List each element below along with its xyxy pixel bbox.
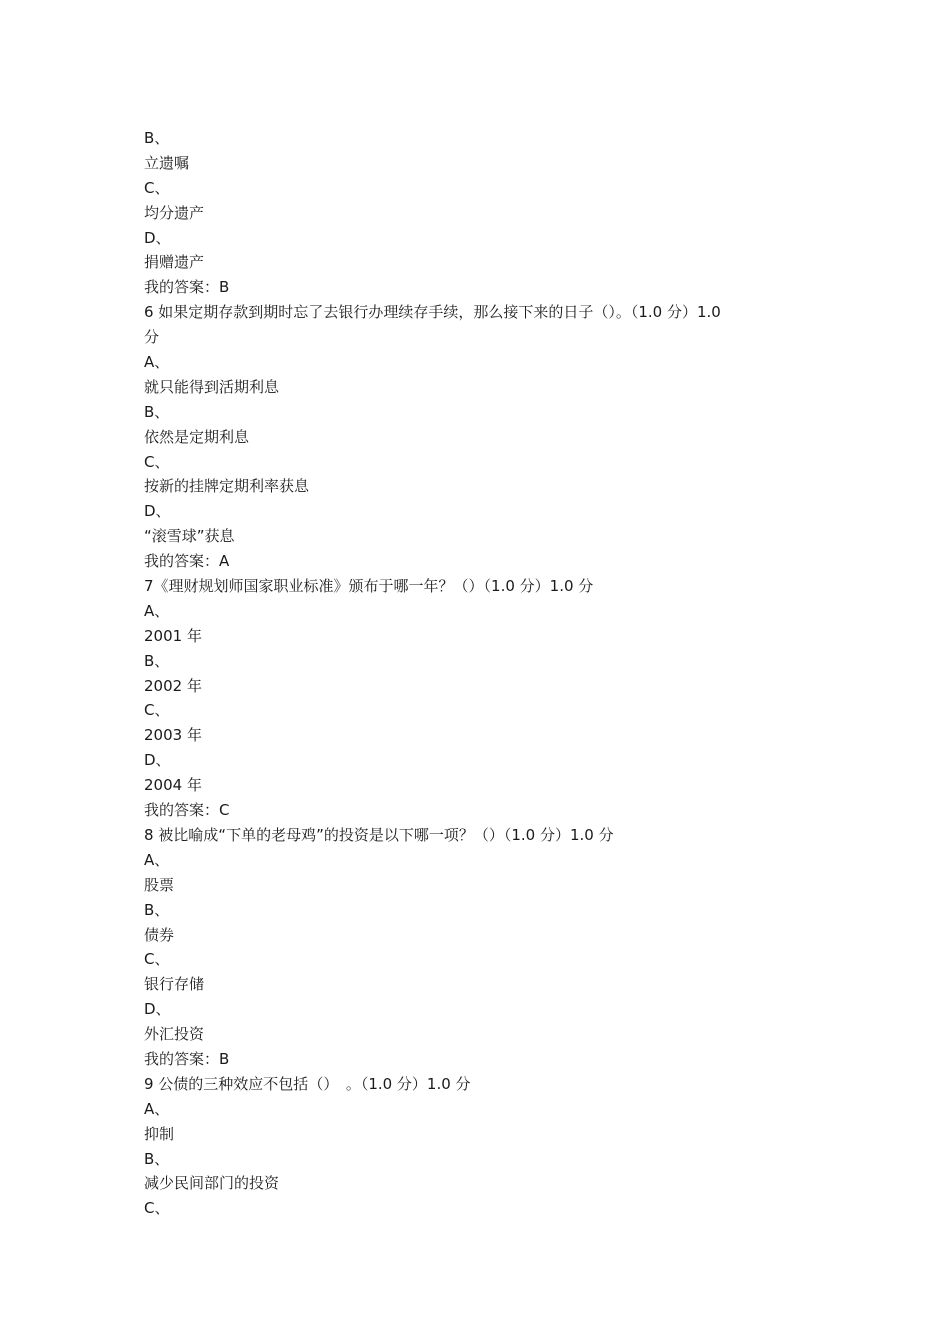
option-b-text: 依然是定期利息 <box>144 427 250 446</box>
option-c-text: 均分遗产 <box>144 203 205 222</box>
question-6-title-cont: 分 <box>144 328 160 347</box>
option-a-letter: A、 <box>144 601 170 620</box>
option-d-letter: D、 <box>144 228 171 247</box>
option-a-text: 就只能得到活期利息 <box>144 377 280 396</box>
question-6-title: 6 如果定期存款到期时忘了去银行办理续存手续，那么接下来的日子（）。（1.0 分）1.0 <box>144 303 721 322</box>
option-b-letter: B、 <box>144 129 170 147</box>
question-8-title: 8 被比喻成“下单的老母鸡”的投资是以下哪一项？（）（1.0 分）1.0 分 <box>144 825 614 844</box>
option-b-text: 2002 年 <box>144 676 202 695</box>
option-b-letter: B、 <box>144 900 170 919</box>
option-a-letter: A、 <box>144 850 170 869</box>
option-b-text: 减少民间部门的投资 <box>144 1174 280 1193</box>
option-b-letter: B、 <box>144 402 170 421</box>
option-b-text: 债券 <box>144 925 175 944</box>
option-c-letter: C、 <box>144 452 170 471</box>
option-c-letter: C、 <box>144 950 170 969</box>
option-c-letter: C、 <box>144 701 170 720</box>
question-7-title: 7《理财规划师国家职业标准》颁布于哪一年？（）（1.0 分）1.0 分 <box>144 577 594 596</box>
question-9-title: 9 公债的三种效应不包括（） 。（1.0 分）1.0 分 <box>144 1074 471 1093</box>
option-a-letter: A、 <box>144 353 170 372</box>
my-answer: 我的答案：B <box>144 1049 230 1068</box>
my-answer: 我的答案：B <box>144 278 230 297</box>
option-b-text: 立遗嘱 <box>144 153 190 172</box>
option-c-text: 银行存储 <box>144 975 205 994</box>
option-d-letter: D、 <box>144 502 171 521</box>
option-a-text: 抑制 <box>144 1124 175 1143</box>
option-a-letter: A、 <box>144 1099 170 1118</box>
option-d-letter: D、 <box>144 1000 171 1019</box>
my-answer: 我的答案：A <box>144 552 230 571</box>
option-b-letter: B、 <box>144 651 170 670</box>
option-a-text: 2001 年 <box>144 626 202 645</box>
option-c-letter: C、 <box>144 178 170 197</box>
option-d-text: 2004 年 <box>144 776 202 795</box>
option-c-text: 2003 年 <box>144 726 202 745</box>
my-answer: 我的答案：C <box>144 801 230 820</box>
option-d-text: 外汇投资 <box>144 1025 205 1044</box>
option-c-letter: C、 <box>144 1199 170 1218</box>
option-d-text: 捐赠遗产 <box>144 253 205 272</box>
option-b-letter: B、 <box>144 1149 170 1168</box>
question-list <box>144 126 824 1221</box>
option-d-letter: D、 <box>144 751 171 770</box>
option-c-text: 按新的挂牌定期利率获息 <box>144 477 310 496</box>
option-a-text: 股票 <box>144 875 175 894</box>
option-d-text: “滚雪球”获息 <box>144 527 235 546</box>
